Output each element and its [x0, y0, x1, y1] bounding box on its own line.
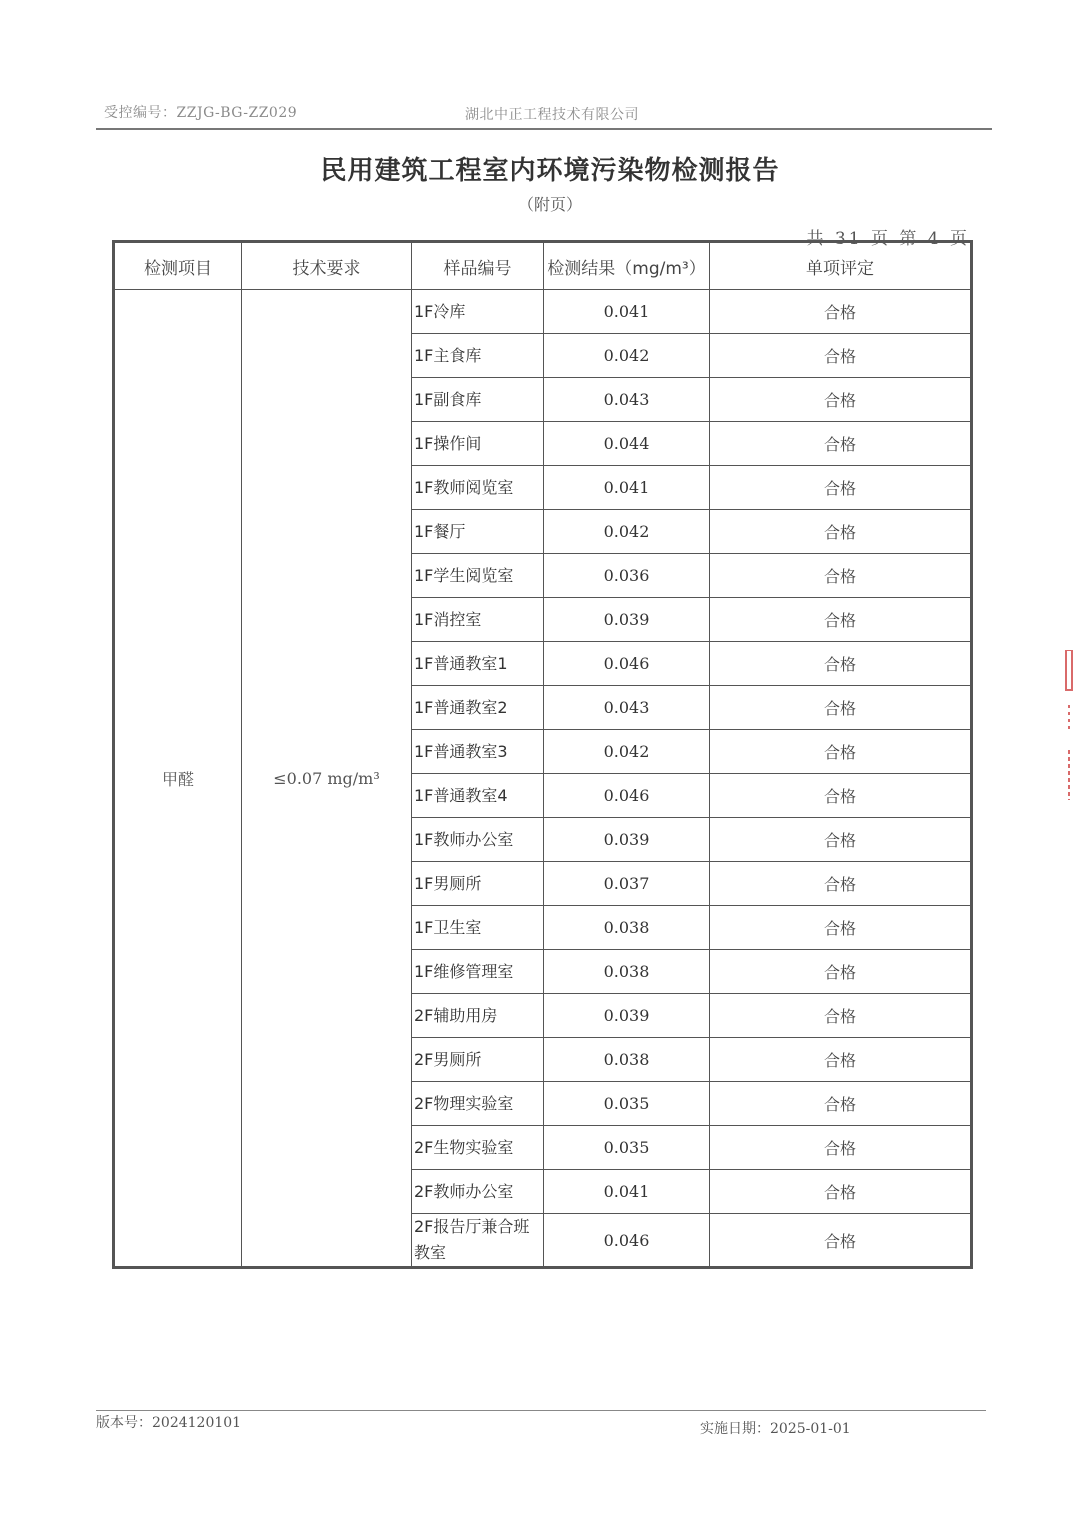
table-body: [114, 290, 972, 1268]
verdict-cell: 合格: [710, 774, 972, 818]
verdict-cell: 合格: [710, 686, 972, 730]
version-number: 版本号：2024120101: [96, 1415, 242, 1431]
header-verdict: 单项评定: [710, 242, 972, 290]
verdict-cell: 合格: [710, 642, 972, 686]
result-value-cell: 0.046: [544, 642, 710, 686]
verdict-cell: 合格: [710, 1038, 972, 1082]
sample-id-cell: 1F消控室: [412, 598, 544, 642]
result-value-cell: 0.038: [544, 906, 710, 950]
sample-id-cell: 1F教师阅览室: [412, 466, 544, 510]
verdict-cell: 合格: [710, 378, 972, 422]
report-title: 民用建筑工程室内环境污染物检测报告: [320, 156, 780, 186]
result-value-cell: 0.043: [544, 686, 710, 730]
sample-id-cell: 1F副食库: [412, 378, 544, 422]
sample-id-cell: 1F餐厅: [412, 510, 544, 554]
verdict-cell: 合格: [710, 554, 972, 598]
verdict-cell: 合格: [710, 818, 972, 862]
verdict-cell: 合格: [710, 466, 972, 510]
result-value-cell: 0.039: [544, 818, 710, 862]
result-value-cell: 0.039: [544, 994, 710, 1038]
footer-divider: [96, 1410, 986, 1411]
table-row: [114, 290, 972, 334]
result-value-cell: 0.039: [544, 598, 710, 642]
sample-id-cell: 2F生物实验室: [412, 1126, 544, 1170]
verdict-cell: 合格: [710, 1170, 972, 1214]
header-result: 检测结果（mg/m³）: [544, 242, 710, 290]
header-test-item: 检测项目: [114, 242, 242, 290]
margin-stamp-mark: [1062, 650, 1076, 810]
verdict-cell: 合格: [710, 290, 972, 334]
sample-id-cell: 1F普通教室1: [412, 642, 544, 686]
company-name: 湖北中正工程技术有限公司: [465, 107, 639, 123]
header-requirement: 技术要求: [242, 242, 412, 290]
sample-id-cell: 2F物理实验室: [412, 1082, 544, 1126]
result-value-cell: 0.044: [544, 422, 710, 466]
verdict-cell: 合格: [710, 950, 972, 994]
result-value-cell: 0.041: [544, 466, 710, 510]
verdict-cell: 合格: [710, 598, 972, 642]
result-value-cell: 0.043: [544, 378, 710, 422]
header-divider: [96, 128, 992, 130]
verdict-cell: 合格: [710, 422, 972, 466]
effective-date: 实施日期：2025-01-01: [700, 1421, 851, 1437]
result-value-cell: 0.041: [544, 1170, 710, 1214]
verdict-cell: 合格: [710, 994, 972, 1038]
sample-id-cell: 1F男厕所: [412, 862, 544, 906]
verdict-cell: 合格: [710, 334, 972, 378]
sample-id-cell: 1F维修管理室: [412, 950, 544, 994]
result-value-cell: 0.037: [544, 862, 710, 906]
result-value-cell: 0.038: [544, 950, 710, 994]
control-number: 受控编号：ZZJG-BG-ZZ029: [104, 105, 298, 121]
sample-id-cell: 2F男厕所: [412, 1038, 544, 1082]
page-info: 共 31 页 第 4 页: [806, 229, 970, 249]
sample-id-cell: 2F报告厅兼合班教室: [412, 1214, 544, 1268]
verdict-cell: 合格: [710, 730, 972, 774]
result-value-cell: 0.035: [544, 1082, 710, 1126]
sample-id-cell: 1F学生阅览室: [412, 554, 544, 598]
report-subtitle: （附页）: [517, 195, 582, 214]
verdict-cell: 合格: [710, 1082, 972, 1126]
result-value-cell: 0.038: [544, 1038, 710, 1082]
result-value-cell: 0.035: [544, 1126, 710, 1170]
sample-id-cell: 1F主食库: [412, 334, 544, 378]
sample-id-cell: 1F卫生室: [412, 906, 544, 950]
test-item-cell: 甲醛: [114, 290, 242, 1268]
verdict-cell: 合格: [710, 1214, 972, 1268]
sample-id-cell: 1F普通教室3: [412, 730, 544, 774]
sample-id-cell: 2F辅助用房: [412, 994, 544, 1038]
sample-id-cell: 1F操作间: [412, 422, 544, 466]
sample-id-cell: 1F普通教室2: [412, 686, 544, 730]
sample-id-cell: 1F冷库: [412, 290, 544, 334]
sample-id-cell: 1F普通教室4: [412, 774, 544, 818]
result-value-cell: 0.041: [544, 290, 710, 334]
result-value-cell: 0.042: [544, 730, 710, 774]
result-value-cell: 0.046: [544, 774, 710, 818]
result-value-cell: 0.036: [544, 554, 710, 598]
verdict-cell: 合格: [710, 862, 972, 906]
result-value-cell: 0.042: [544, 510, 710, 554]
table-header-row: [114, 242, 972, 290]
sample-id-cell: 1F教师办公室: [412, 818, 544, 862]
result-value-cell: 0.042: [544, 334, 710, 378]
header-sample-id: 样品编号: [412, 242, 544, 290]
verdict-cell: 合格: [710, 1126, 972, 1170]
verdict-cell: 合格: [710, 906, 972, 950]
result-value-cell: 0.046: [544, 1214, 710, 1268]
verdict-cell: 合格: [710, 510, 972, 554]
requirement-cell: ≤0.07 mg/m³: [242, 290, 412, 1268]
results-table: [112, 240, 973, 1269]
sample-id-cell: 2F教师办公室: [412, 1170, 544, 1214]
